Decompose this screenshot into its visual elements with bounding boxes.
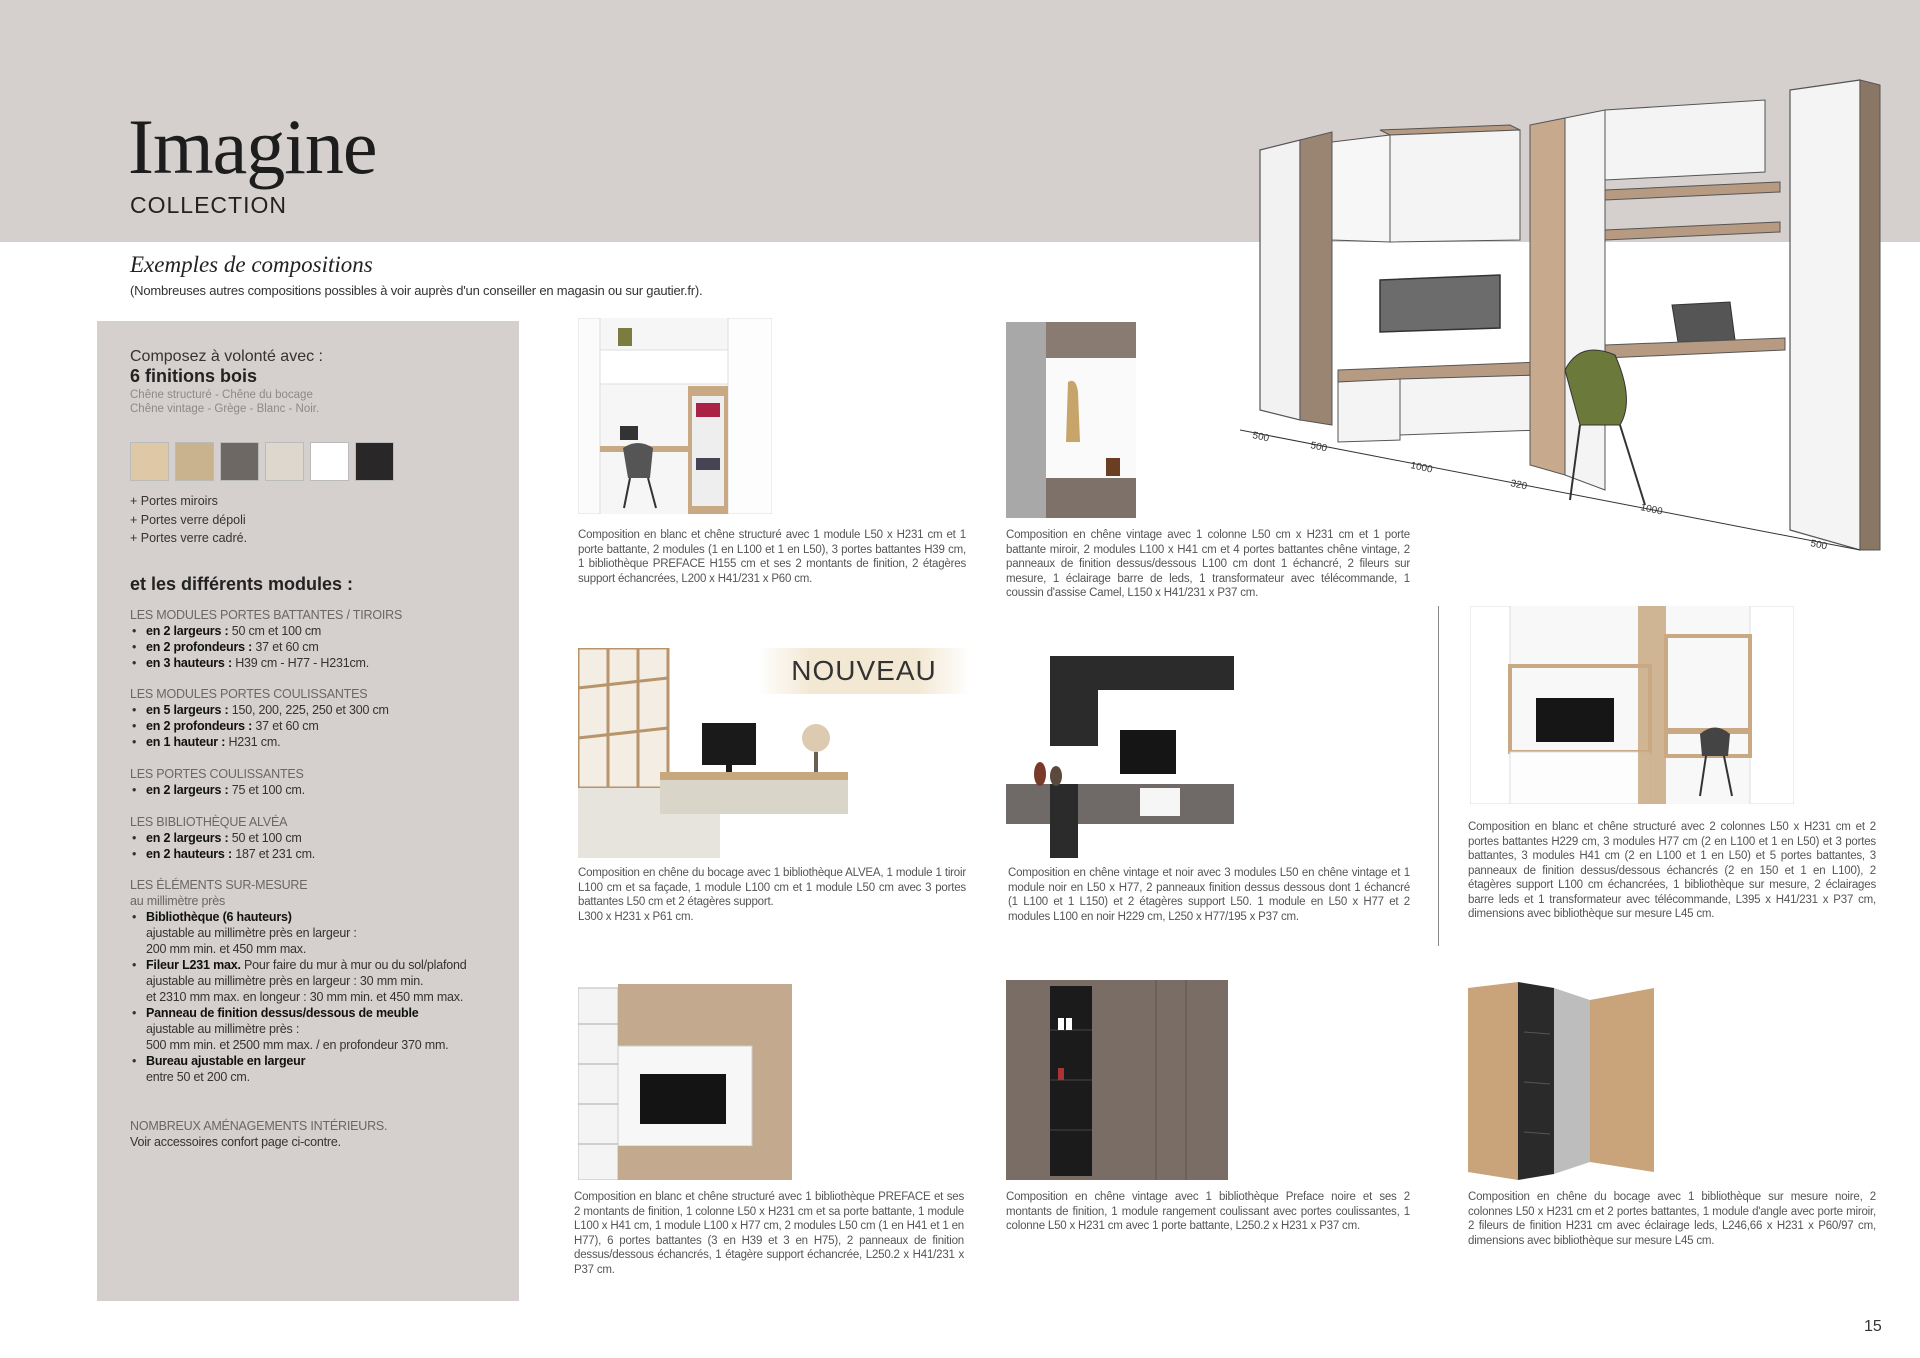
caption-3 <box>578 866 966 924</box>
composition-photo-8 <box>1468 982 1654 1180</box>
section-item <box>130 639 500 655</box>
caption-3-text: Composition en chêne du bocage avec 1 bibliothèque ALVEA, 1 module 1 tiroir L100 cm et sa façade, 1 module L100 cm et 1 module L50 cm avec 3 portes battantes L50 cm et 2 étagères support. <box>578 867 966 908</box>
caption-2: Composition en chêne vintage avec 1 colonne L50 cm x H231 cm et 1 porte battante miroir, 2 modules L100 x H41 cm et 4 portes battantes chêne vintage, 2 panneaux de finition dessus/dessous L100 cm dont 1 échancré, 2 fileurs sur mesure, 1 éclairage barre de leds, 1 transformateur avec télécommande, 1 coussin d'assise Camel, L150 x H41/231 x P37 cm. <box>1006 529 1410 599</box>
section-title: LES BIBLIOTHÈQUE ALVÉA <box>130 815 288 829</box>
page-number: 15 <box>1864 1318 1882 1335</box>
item-value: Pour faire du mur à mur ou du sol/plafond <box>240 958 467 972</box>
sketch-left-column <box>1260 140 1300 420</box>
item-value: 37 et 60 cm <box>252 719 319 733</box>
sketch-dim-label: 1000 <box>1409 460 1434 476</box>
section-title: LES PORTES COULISSANTES <box>130 767 304 781</box>
item-detail: ajustable au millimètre près en largeur : <box>146 926 357 940</box>
sketch-dim-label: 320 <box>1509 478 1528 493</box>
finish-names <box>130 388 390 416</box>
sketch-dim-label: 500 <box>1309 440 1328 455</box>
caption-6: Composition en blanc et chêne structuré avec 1 bibliothèque PREFACE et ses 2 montants de finition, 1 colonne L50 x H231 cm et sa porte battante, 1 module L100 x H41 cm, 1 module L100 x H77 cm, 2 modules L50 cm (1 en H41 et 1 en H77), 6 portes battantes (3 en H39 et 3 en H75), 2 panneaux de finition dessus/dessous échancrés, 1 étagère support échancrée, L250.2 x H41/231 x P37 cm. <box>574 1191 964 1276</box>
item-value: 75 et 100 cm. <box>228 783 305 797</box>
item-key: en 3 hauteurs : <box>146 656 232 670</box>
composition-photo-4 <box>1006 656 1234 858</box>
item-detail: 200 mm min. et 450 mm max. <box>146 942 307 956</box>
item-detail: ajustable au millimètre près : <box>146 1022 300 1036</box>
section-item <box>130 846 500 862</box>
item-key: Bibliothèque (6 hauteurs) <box>146 910 292 924</box>
composition-photo-2 <box>1006 322 1136 518</box>
composition-photo-1 <box>578 318 772 514</box>
item-key: en 2 profondeurs : <box>146 640 253 654</box>
item-key: en 1 hauteur : <box>146 735 226 749</box>
section-item <box>130 1053 500 1085</box>
section-title: LES ÉLÉMENTS SUR-MESURE <box>130 878 308 892</box>
sketch-wall-cabinet <box>1332 135 1390 242</box>
examples-title: Exemples de compositions <box>130 252 373 277</box>
composition-photo-5 <box>1470 606 1794 804</box>
item-key: Panneau de finition dessus/dessous de meuble <box>146 1006 419 1020</box>
item-value: H39 cm - H77 - H231cm. <box>231 656 370 670</box>
sketch-column <box>1565 110 1605 490</box>
sketch-right-column <box>1790 80 1860 553</box>
item-value: 37 et 60 cm <box>252 640 319 654</box>
sketch-chair-leg <box>1620 425 1645 505</box>
section-portes-coulissantes <box>130 766 500 798</box>
sketch-dim-label: 1000 <box>1639 502 1664 518</box>
section-portes-coulissantes-modules <box>130 686 500 750</box>
sketch-upper-cabinet <box>1605 100 1765 180</box>
item-key: en 2 largeurs : <box>146 624 229 638</box>
sidebar-footer <box>130 1118 500 1150</box>
sidebar-intro: Composez à volonté avec : <box>130 348 323 365</box>
item-detail: et 2310 mm max. en longeur : 30 mm min. et 450 mm max. <box>146 990 464 1004</box>
perspective-sketch <box>1240 70 1920 570</box>
column-divider <box>1438 606 1439 946</box>
item-key: Fileur L231 max. <box>146 958 241 972</box>
item-detail: 500 mm min. et 2500 mm max. / en profondeur 370 mm. <box>146 1038 449 1052</box>
sketch-shelf-2 <box>1605 222 1780 240</box>
item-key: Bureau ajustable en largeur <box>146 1054 306 1068</box>
section-title: LES MODULES PORTES COULISSANTES <box>130 687 368 701</box>
section-subtitle: au millimètre près <box>130 894 226 908</box>
sketch-low-cabinet-2 <box>1400 375 1540 435</box>
option-item: + Portes miroirs <box>130 494 218 508</box>
sketch-right-panel <box>1860 80 1880 550</box>
item-key: en 2 largeurs : <box>146 831 229 845</box>
section-sur-mesure <box>130 877 500 1085</box>
option-item: + Portes verre dépoli <box>130 512 246 527</box>
caption-8: Composition en chêne du bocage avec 1 bibliothèque sur mesure noire, 2 colonnes L50 x H231 cm et 2 portes battantes, 1 module d'angle avec porte miroir, 2 fileurs de finition H231 cm avec éclairage leds, L246,66 x H231 x P60/97 cm, dimensions avec bibliothèque sur mesure L45 cm. <box>1468 1191 1876 1247</box>
item-detail: entre 50 et 200 cm. <box>146 1070 250 1084</box>
item-value: 50 cm et 100 cm <box>228 624 322 638</box>
item-detail: ajustable au millimètre près en largeur : 30 mm min. <box>146 974 424 988</box>
footer-line: NOMBREUX AMÉNAGEMENTS INTÉRIEURS. <box>130 1119 388 1133</box>
item-key: en 5 largeurs : <box>146 703 229 717</box>
sketch-tv <box>1380 275 1500 332</box>
composition-photo-6 <box>578 984 792 1180</box>
swatch-noir[interactable] <box>355 442 394 481</box>
section-item <box>130 830 500 846</box>
sketch-laptop <box>1672 302 1735 342</box>
item-value: 150, 200, 225, 250 et 300 cm <box>228 703 389 717</box>
door-options <box>130 492 247 548</box>
swatch-chene-structure[interactable] <box>130 442 169 481</box>
section-item <box>130 655 500 671</box>
item-key: en 2 profondeurs : <box>146 719 253 733</box>
caption-3-dims: L300 x H231 x P61 cm. <box>578 910 694 923</box>
section-item <box>130 702 500 718</box>
section-item <box>130 623 500 639</box>
swatch-chene-vintage[interactable] <box>220 442 259 481</box>
finish-names-line: Chêne structuré - Chêne du bocage <box>130 389 313 401</box>
sketch-bookcase <box>1530 118 1565 475</box>
nouveau-badge: NOUVEAU <box>758 648 970 694</box>
section-item <box>130 909 500 957</box>
finish-swatches <box>130 442 394 481</box>
sketch-shelf-1 <box>1605 182 1780 200</box>
section-item <box>130 734 500 750</box>
section-item <box>130 718 500 734</box>
swatch-chene-du-bocage[interactable] <box>175 442 214 481</box>
finishes-title: 6 finitions bois <box>130 366 258 386</box>
item-value: 187 et 231 cm. <box>231 847 316 861</box>
section-portes-battantes <box>130 607 500 671</box>
caption-7: Composition en chêne vintage avec 1 bibliothèque Preface noire et ses 2 montants de finition, 1 module rangement coulissant avec portes coulissantes, 1 colonne L50 x H231 cm avec 1 porte battante, L250.2 x H231 x P37 cm. <box>1006 1191 1410 1232</box>
section-item <box>130 782 500 798</box>
item-key: en 2 hauteurs : <box>146 847 232 861</box>
modules-title: et les différents modules : <box>130 574 354 594</box>
caption-1: Composition en blanc et chêne structuré avec 1 module L50 x H231 cm et 1 porte battante, 2 modules (1 en L100 et 1 en L50), 3 portes battantes H39 cm, 1 bibliothèque PREFACE H155 cm et ses 2 montants de finition, 2 étagères support échancrées, L200 x H41/231 x P60 cm. <box>578 529 966 585</box>
footer-line: Voir accessoires confort page ci-contre. <box>130 1135 341 1149</box>
examples-subtitle: (Nombreuses autres compositions possibles à voir auprès d'un conseiller en magasin ou sur gautier.fr). <box>130 283 703 298</box>
option-item: + Portes verre cadré. <box>130 531 248 545</box>
finish-names-line: Chêne vintage - Grège - Blanc - Noir. <box>130 403 320 415</box>
composition-photo-7 <box>1006 980 1228 1180</box>
swatch-blanc[interactable] <box>310 442 349 481</box>
options-sidebar <box>97 321 519 1301</box>
caption-5: Composition en blanc et chêne structuré avec 2 colonnes L50 x H231 cm et 2 portes battantes H229 cm, 3 modules H77 cm (2 en L100 et 1 en L50) et 3 portes battantes, 3 modules H41 cm (2 en L100 et 1 en L50) et 5 portes battantes, 3 panneaux de finition dessus/dessous échancrés (2 en 150 et 1 en L100), 2 étagères support L100 cm échancrées, 1 bibliothèque sur mesure, 2 éclairages barre leds et 1 transformateur avec télécommande, L395 x H41/231 x P37 cm, dimensions avec bibliothèque sur mesure L45 cm. <box>1468 821 1876 920</box>
section-item <box>130 957 500 1005</box>
sketch-low-cabinet <box>1338 379 1400 442</box>
item-key: en 2 largeurs : <box>146 783 229 797</box>
section-item <box>130 1005 500 1053</box>
sketch-wall-cabinet-2 <box>1390 130 1520 242</box>
collection-label: COLLECTION <box>130 192 287 218</box>
swatch-grege[interactable] <box>265 442 304 481</box>
item-value: 50 et 100 cm <box>228 831 302 845</box>
section-bibliotheque <box>130 814 500 862</box>
sketch-desk <box>1605 338 1785 358</box>
sketch-left-panel <box>1300 132 1332 425</box>
sketch-dim-label: 500 <box>1251 430 1270 445</box>
item-value: H231 cm. <box>225 735 281 749</box>
sketch-dim-label: 500 <box>1809 538 1828 553</box>
brand-title: Imagine <box>128 103 377 190</box>
caption-4: Composition en chêne vintage et noir avec 3 modules L50 en chêne vintage et 1 module noir en L50 x H77, 2 panneaux finition dessus dessous dont 1 échancré (1 L100 et 1 L150) et 2 étagères support L50. 1 module en L50 x H77 et 2 modules L100 en noir H229 cm, L250 x H77/195 x P37 cm. <box>1008 867 1410 923</box>
section-title: LES MODULES PORTES BATTANTES / TIROIRS <box>130 608 403 622</box>
